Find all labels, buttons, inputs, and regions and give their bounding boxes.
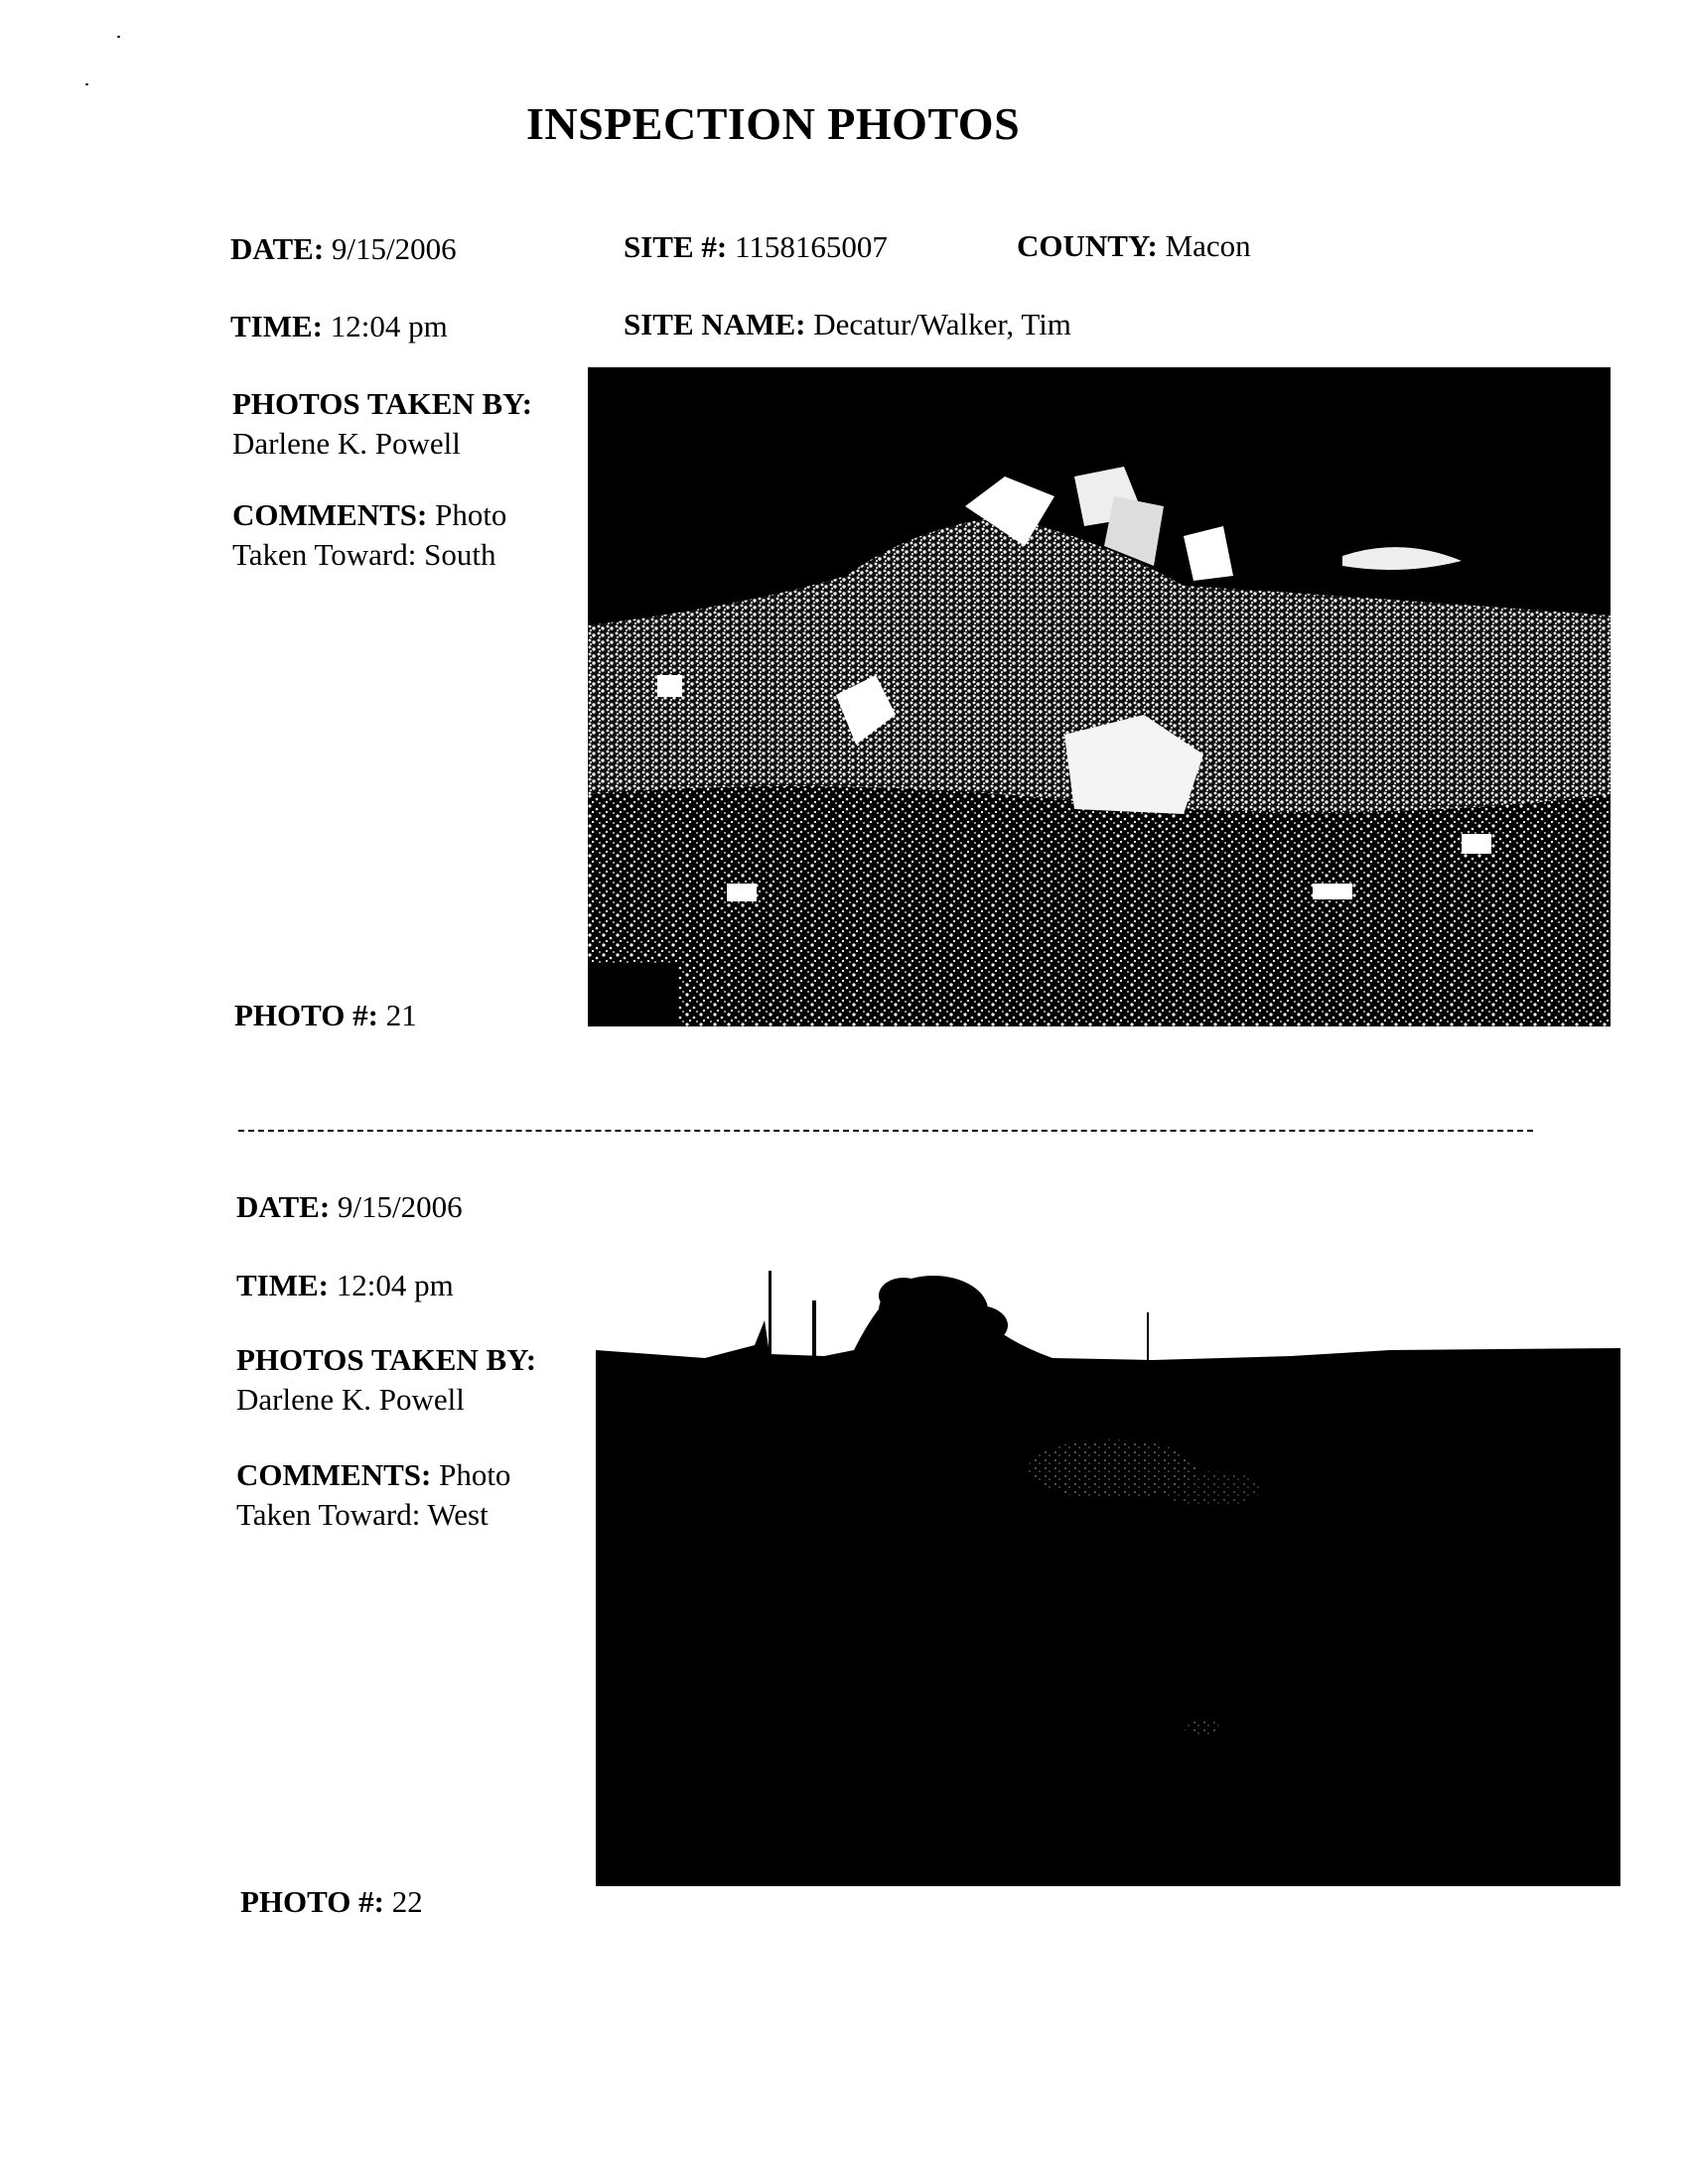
- site-number-label: SITE #:: [624, 229, 728, 264]
- photos-taken-by-field: [236, 1340, 536, 1420]
- photo-number-field: [240, 1882, 423, 1922]
- page-title: INSPECTION PHOTOS: [526, 98, 1021, 149]
- scan-speck: [85, 83, 88, 85]
- site-name-field: [624, 305, 1071, 344]
- site-name-value: Decatur/Walker, Tim: [813, 307, 1071, 341]
- site-name-label: SITE NAME:: [624, 307, 806, 341]
- photos-taken-by-value: Darlene K. Powell: [232, 426, 461, 461]
- section-divider: [238, 1130, 1533, 1132]
- site-number-value: 1158165007: [734, 229, 888, 264]
- photos-taken-by-value: Darlene K. Powell: [236, 1382, 465, 1417]
- date-label: DATE:: [230, 231, 325, 266]
- comments-direction: Taken Toward: West: [236, 1497, 489, 1532]
- date-value: 9/15/2006: [337, 1189, 463, 1224]
- comments-direction: Taken Toward: South: [232, 537, 496, 572]
- site-number-field: [624, 227, 888, 267]
- comments-label: COMMENTS:: [236, 1457, 432, 1492]
- time-label: TIME:: [230, 309, 323, 343]
- date-label: DATE:: [236, 1189, 331, 1224]
- scan-speck: [117, 36, 120, 38]
- date-value: 9/15/2006: [331, 231, 457, 266]
- photos-taken-by-label: PHOTOS TAKEN BY:: [236, 1342, 537, 1377]
- inspection-photo-22: [596, 1251, 1620, 1886]
- photo-number-value: 21: [385, 998, 417, 1032]
- photo-number-field: [234, 996, 417, 1035]
- comments-field: [232, 495, 506, 575]
- county-value: Macon: [1165, 228, 1251, 263]
- time-field: [230, 307, 448, 346]
- county-label: COUNTY:: [1017, 228, 1158, 263]
- inspection-photo-21: [588, 367, 1611, 1026]
- photo-number-label: PHOTO #:: [240, 1884, 384, 1919]
- time-label: TIME:: [236, 1268, 329, 1302]
- county-field: [1017, 226, 1251, 266]
- time-value: 12:04 pm: [336, 1268, 454, 1302]
- photos-taken-by-field: [232, 384, 532, 464]
- comments-field: [236, 1455, 510, 1535]
- photo-number-label: PHOTO #:: [234, 998, 378, 1032]
- comments-text: Photo: [435, 497, 507, 532]
- time-value: 12:04 pm: [330, 309, 448, 343]
- comments-text: Photo: [439, 1457, 511, 1492]
- date-field: [236, 1187, 463, 1227]
- date-field: [230, 229, 457, 269]
- photo-number-value: 22: [391, 1884, 423, 1919]
- comments-label: COMMENTS:: [232, 497, 428, 532]
- time-field: [236, 1266, 454, 1305]
- photos-taken-by-label: PHOTOS TAKEN BY:: [232, 386, 533, 421]
